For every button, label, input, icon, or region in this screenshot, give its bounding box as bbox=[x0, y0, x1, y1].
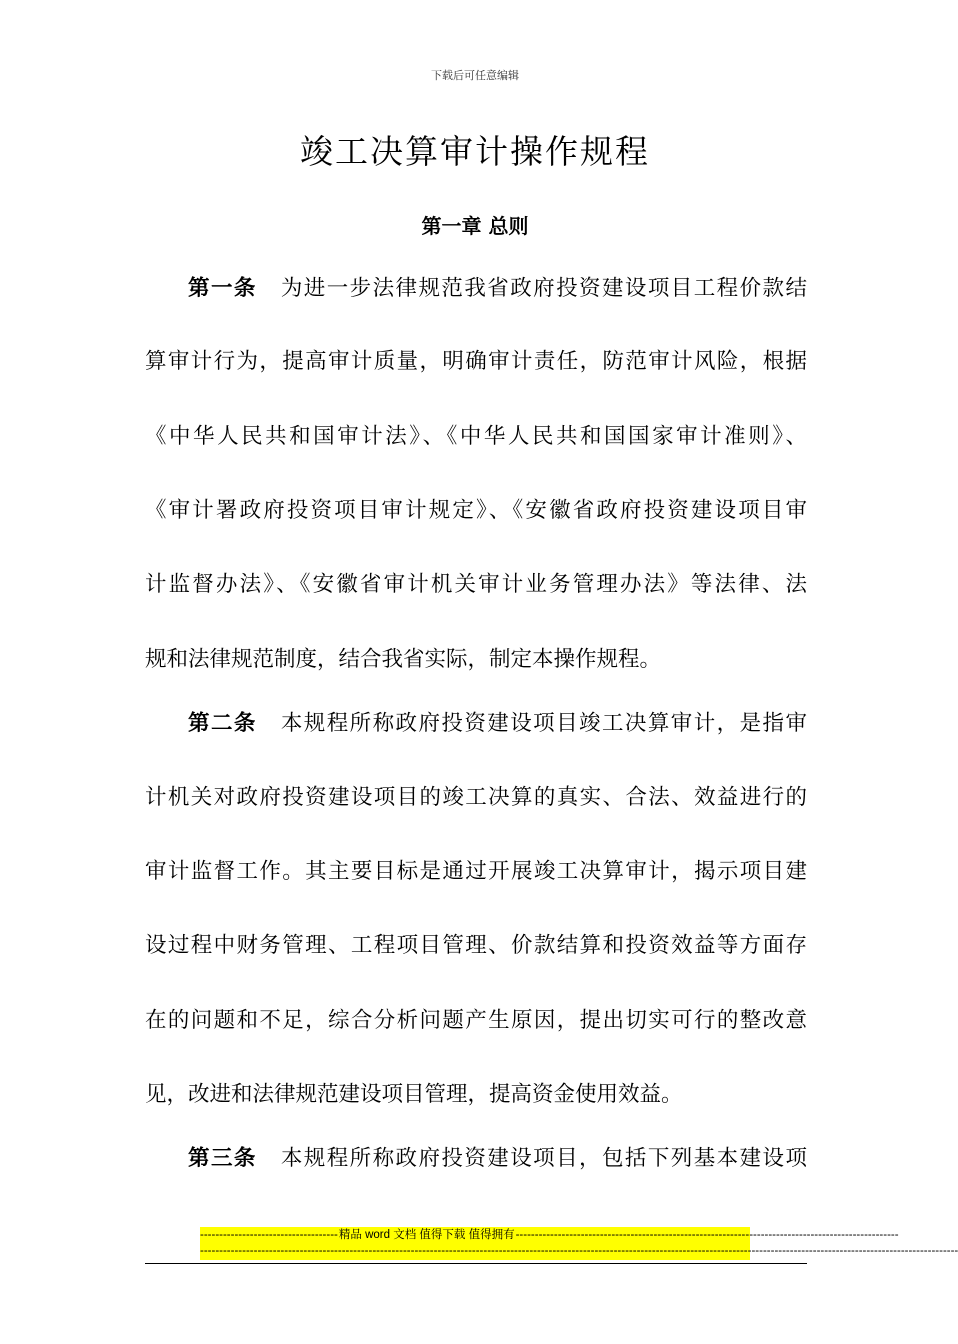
article-2-line-6: 见，改进和法律规范建设项目管理，提高资金使用效益。 bbox=[145, 1082, 683, 1107]
article-1-label: 第一条 bbox=[188, 276, 257, 301]
footer-dash-row: ------------------------------------------------------------------------------------------------------------------------------------------------------------------------------------------------------ bbox=[200, 1245, 958, 1257]
footer-rule bbox=[145, 1263, 807, 1264]
footer-banner-text: 精品 word 文档 值得下载 值得拥有 bbox=[338, 1229, 515, 1241]
article-1-line-5: 计监督办法》、《安徽省审计机关审计业务管理办法》等法律、法 bbox=[145, 572, 807, 597]
article-2-line-3: 审计监督工作。其主要目标是通过开展竣工决算审计，揭示项目建 bbox=[145, 859, 807, 884]
article-1-line-2: 算审计行为，提高审计质量，明确审计责任，防范审计风险，根据 bbox=[145, 349, 807, 374]
footer-banner bbox=[200, 1227, 958, 1260]
article-3-line-1: 第三条 本规程所称政府投资建设项目，包括下列基本建设项 bbox=[188, 1146, 807, 1171]
article-2-label: 第二条 bbox=[188, 711, 257, 736]
article-2-line-1: 第二条 本规程所称政府投资建设项目竣工决算审计，是指审 bbox=[188, 711, 807, 736]
footer-banner-row-1 bbox=[200, 1227, 899, 1243]
article-2-line-5: 在的问题和不足，综合分析问题产生原因，提出切实可行的整改意 bbox=[145, 1008, 807, 1033]
chapter-heading: 第一章 总则 bbox=[421, 214, 529, 238]
article-2-line-2: 计机关对政府投资建设项目的竣工决算的真实、合法、效益进行的 bbox=[145, 785, 807, 810]
footer-dash-left: ------------------------------------ bbox=[200, 1229, 338, 1241]
article-1-line-4: 《审计署政府投资项目审计规定》、《安徽省政府投资建设项目审 bbox=[145, 498, 807, 523]
article-1-line-1: 第一条 为进一步法律规范我省政府投资建设项目工程价款结 bbox=[188, 276, 807, 301]
article-2-line-4: 设过程中财务管理、工程项目管理、价款结算和投资效益等方面存 bbox=[145, 933, 807, 958]
article-1-line-3: 《中华人民共和国审计法》、《中华人民共和国国家审计准则》、 bbox=[145, 424, 807, 449]
document-title: 竣工决算审计操作规程 bbox=[300, 132, 650, 171]
header-note: 下载后可任意编辑 bbox=[431, 69, 519, 82]
article-3-label: 第三条 bbox=[188, 1146, 257, 1171]
article-1-line-6: 规和法律规范制度，结合我省实际，制定本操作规程。 bbox=[145, 647, 662, 672]
footer-dash-right: ---------------------------------------------------------------------------------------------------- bbox=[515, 1229, 899, 1241]
